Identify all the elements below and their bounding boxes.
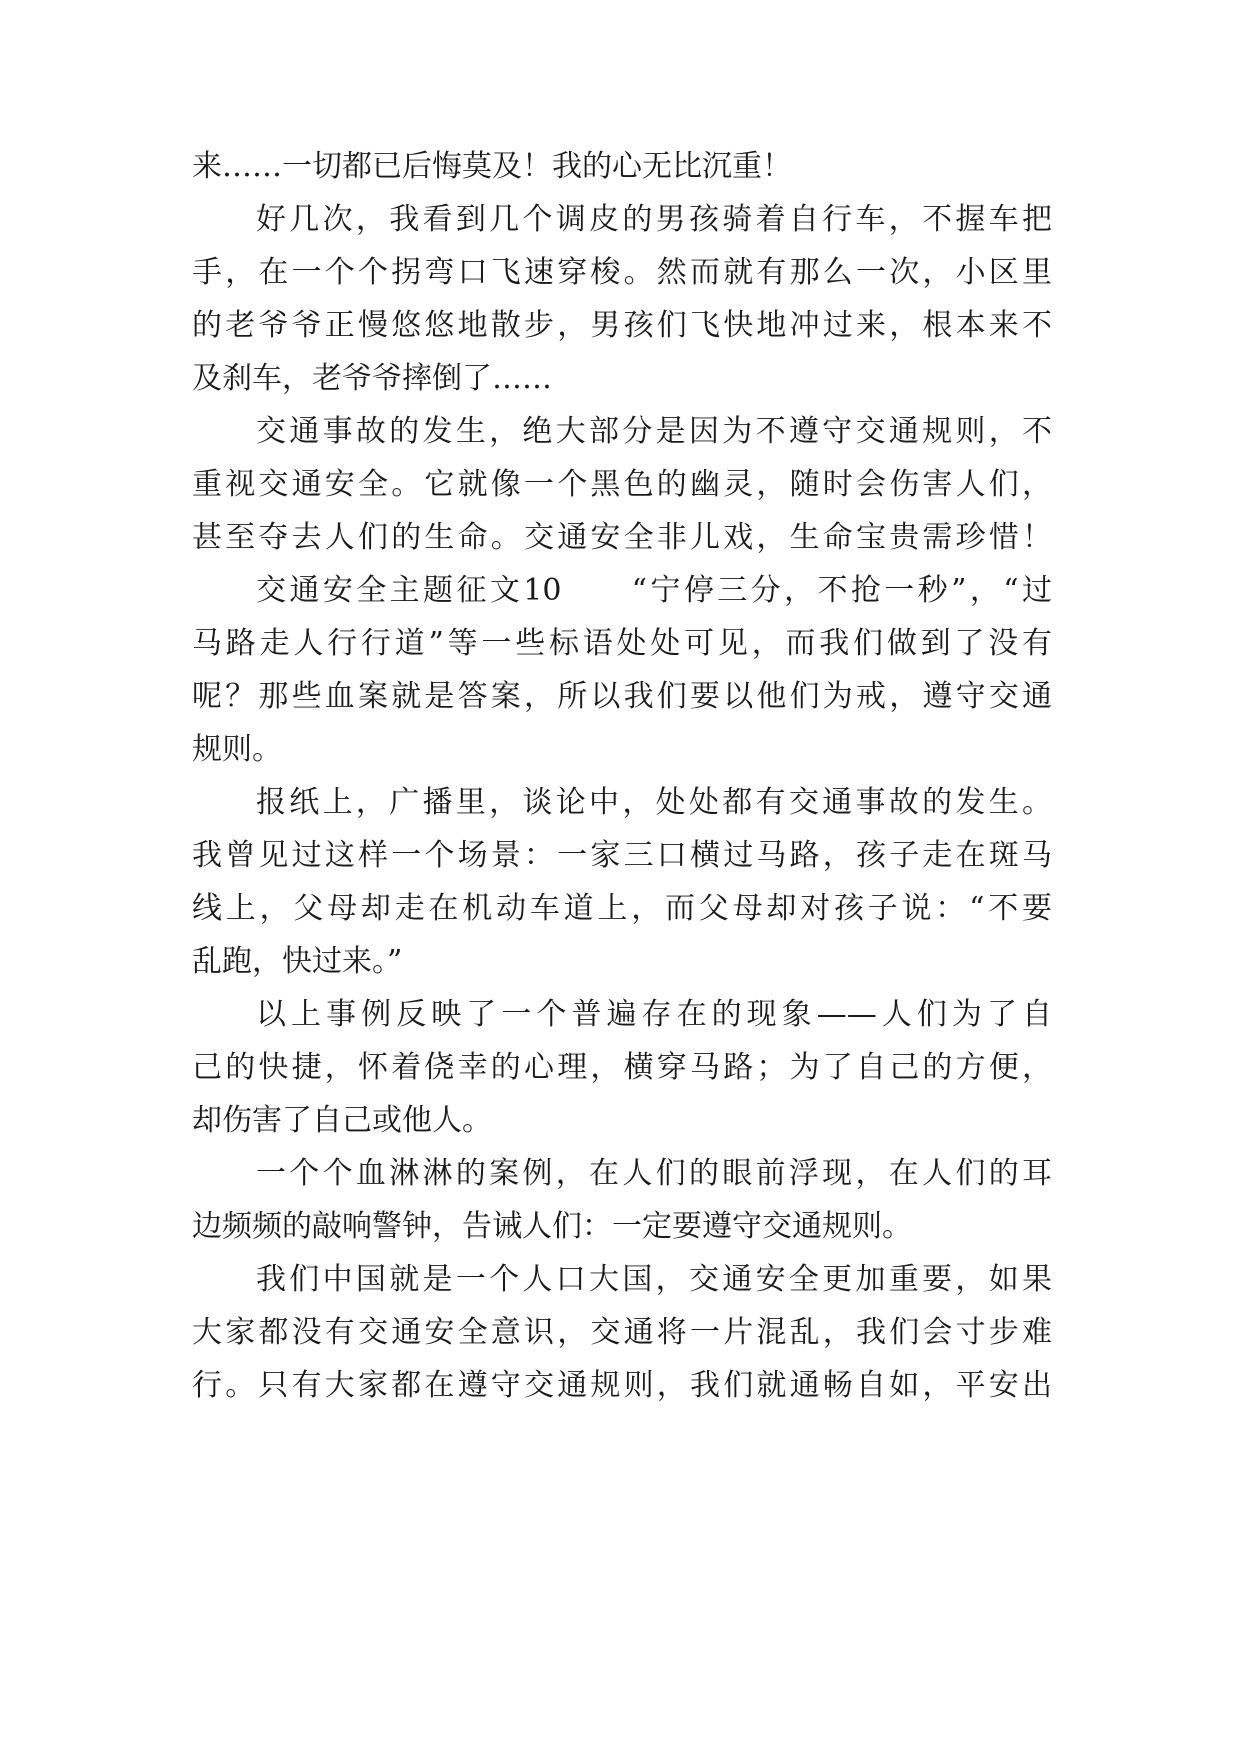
text-line: 好几次，我看到几个调皮的男孩骑着自行车，不握车把 [256, 202, 1052, 237]
text-line: 我们中国就是一个人口大国，交通安全更加重要，如果 [256, 1262, 1052, 1297]
text-line: 的老爷爷正慢悠悠地散步，男孩们飞快地冲过来，根本来不 [192, 308, 1052, 343]
text-line: 报纸上，广播里，谈论中，处处都有交通事故的发生。 [256, 785, 1052, 820]
text-line: 交通事故的发生，绝大部分是因为不遵守交通规则，不 [256, 414, 1052, 449]
text-line: 来……一切都已后悔莫及！我的心无比沉重！ [192, 149, 792, 184]
text-line: 呢？那些血案就是答案，所以我们要以他们为戒，遵守交通 [192, 679, 1052, 714]
text-line: 甚至夺去人们的生命。交通安全非儿戏，生命宝贵需珍惜！ [192, 520, 1052, 555]
text-line: 马路走人行行道”等一些标语处处可见，而我们做到了没有 [192, 626, 1052, 661]
text-line: 大家都没有交通安全意识，交通将一片混乱，我们会寸步难 [192, 1315, 1052, 1350]
text-line: 交通安全主题征文10 “宁停三分，不抢一秒”，“过 [256, 573, 1052, 608]
text-line: 乱跑，快过来。” [192, 944, 403, 979]
text-line: 行。只有大家都在遵守交通规则，我们就通畅自如，平安出 [192, 1368, 1052, 1403]
text-line: 线上，父母却走在机动车道上，而父母却对孩子说：“不要 [192, 891, 1052, 926]
text-line: 边频频的敲响警钟，告诫人们：一定要遵守交通规则。 [192, 1209, 912, 1244]
text-line: 己的快捷，怀着侥幸的心理，横穿马路；为了自己的方便， [192, 1050, 1052, 1085]
text-line: 却伤害了自己或他人。 [192, 1103, 492, 1138]
text-line: 规则。 [192, 732, 282, 767]
text-line: 以上事例反映了一个普遍存在的现象——人们为了自 [256, 997, 1052, 1032]
text-line: 重视交通安全。它就像一个黑色的幽灵，随时会伤害人们， [192, 467, 1052, 502]
text-line: 及刹车，老爷爷摔倒了…… [192, 361, 552, 396]
text-line: 手，在一个个拐弯口飞速穿梭。然而就有那么一次，小区里 [192, 255, 1052, 290]
text-line: 一个个血淋淋的案例，在人们的眼前浮现，在人们的耳 [256, 1156, 1052, 1191]
text-line: 我曾见过这样一个场景：一家三口横过马路，孩子走在斑马 [192, 838, 1052, 873]
